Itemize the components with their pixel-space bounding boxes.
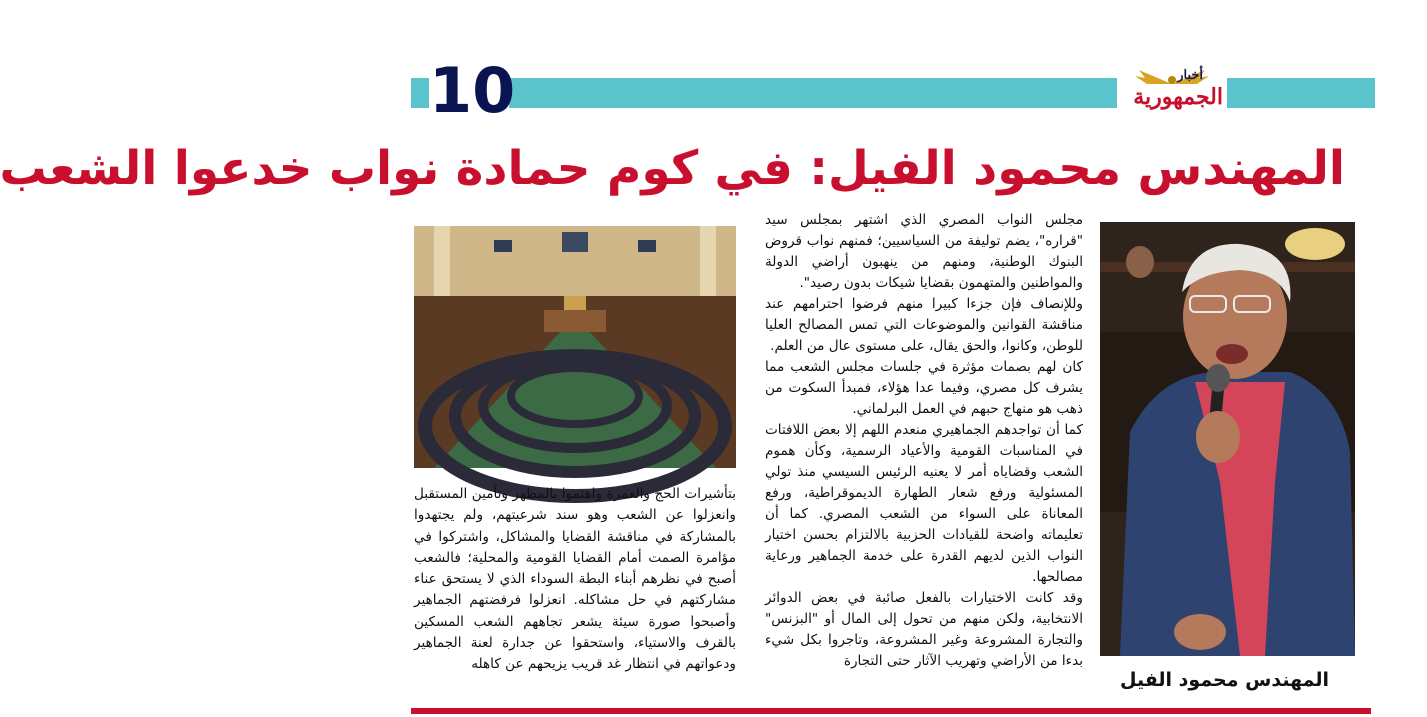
page-number: 10 (429, 54, 516, 127)
article-middle-column (765, 210, 1083, 700)
article-left-column (414, 484, 736, 704)
header-band (411, 78, 1375, 108)
article-paragraph: وللإنصاف فإن جزءا كبيرا منهم فرضوا احترامهم عند مناقشة القوانين والموضوعات التي تمس المصالح العليا للوطن، وكانوا، والحق يقال، على مستوى عال من العلم. (765, 296, 1083, 354)
man-with-microphone-photo (1100, 222, 1355, 656)
photo-caption: المهندس محمود الفيل (1120, 669, 1329, 691)
bottom-rule (411, 708, 1371, 714)
headline: المهندس محمود الفيل: في كوم حمادة نواب خدعوا الشعب (0, 141, 1345, 196)
article-paragraph: مجلس النواب المصري الذي اشتهر بمجلس سيد "قراره"، يضم توليفة من السياسيين؛ فمنهم نواب قروض البنوك الوطنية، ومنهم من ينهبون أراضي الدولة والمواطنين والمتهمون بقضايا شيكات بدون رصيد". (765, 212, 1083, 291)
article-paragraph: كان لهم بصمات مؤثرة في جلسات مجلس الشعب مما يشرف كل مصري، وفيما عدا هؤلاء، فمبدأ السكوت من ذهب هو منهاج حبهم في العمل البرلماني. (765, 359, 1083, 417)
newspaper-logo (1117, 66, 1227, 114)
logo-main-text: الجمهورية (1133, 84, 1223, 110)
article-paragraph: بتأشيرات الحج والعمرة واهتموا بالمظهر وتأمين المستقبل وانعزلوا عن الشعب وهو سند شرعيتهم، ولم يجتهدوا بالمشاركة في مناقشة القضايا والمشاكل، واشتركوا في مؤامرة الصمت أمام القضايا القومية والمحلية؛ فالشعب أصبح في نظرهم أبناء البطة السوداء الذي لا يستحق عناء مشاركتهم في حل مشاكله. انعزلوا فرفضتهم الجماهير وأصبحوا صورة سيئة يشعر تجاههم الشعب المسكين بالقرف والاستياء، واستحقوا عن جدارة لعنة الجماهير ودعواتهم في انتظار غد قريب يزيحهم عن كاهله (414, 486, 736, 673)
parliament-chamber-photo (414, 226, 736, 468)
logo-small-text: أخبار (1177, 68, 1203, 83)
article-paragraph: كما أن تواجدهم الجماهيري منعدم اللهم إلا بعض اللافتات في المناسبات القومية والأعياد الرسمية، وكأن هموم الشعب وقضاياه أمر لا يعنيه الرئيس السيسي منذ تولي المسئولية ورفع شعار الطهارة الديموقراطية، ورفع المعاناة على السواء من الشعب المصري. كما أن تعليماته واضحة للقيادات الحزبية بالالتزام بحسن اختيار النواب الذين لديهم القدرة على خدمة الجماهير ورعاية مصالحها. (765, 422, 1083, 585)
article-paragraph: وقد كانت الاختيارات بالفعل صائبة في بعض الدوائر الانتخابية، ولكن منهم من تحول إلى المال أو "البزنس" والتجارة المشروعة وغير المشروعة، وتاجروا بكل شيء بدءا من الأراضي وتهريب الآثار حتى التجارة (765, 590, 1083, 669)
